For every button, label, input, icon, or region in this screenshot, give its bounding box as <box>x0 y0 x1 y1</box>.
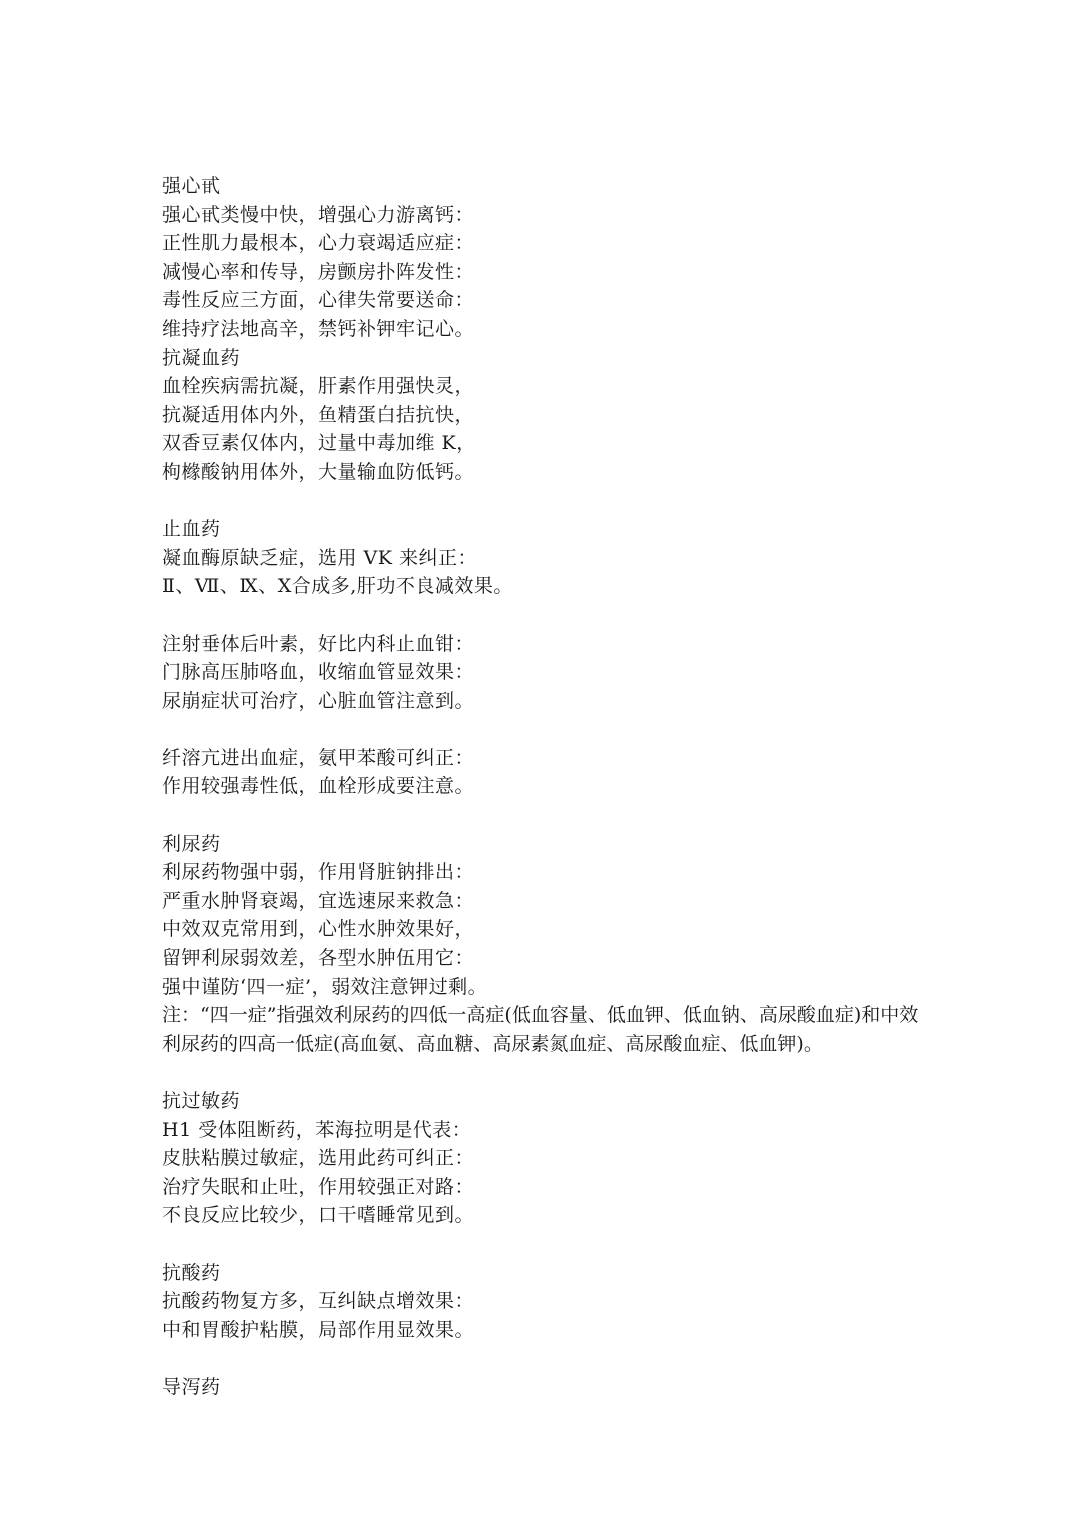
verse-line: 严重水肿肾衰竭，宜选速尿来救急： <box>162 889 475 912</box>
section-heading-antiallergy: 抗过敏药 <box>162 1090 241 1112</box>
verse-line: 枸橼酸钠用体外，大量输血防低钙。 <box>162 460 475 483</box>
document-page <box>162 172 962 1402</box>
section-heading-antacid: 抗酸药 <box>162 1261 221 1284</box>
section-heading-cardiac: 强心甙 <box>162 175 221 197</box>
verse-line: 血栓疾病需抗凝，肝素作用强快灵， <box>162 375 475 398</box>
blank-line <box>162 801 962 830</box>
verse-line: 抗凝适用体内外，鱼精蛋白拮抗快， <box>162 403 475 426</box>
verse-line: 注射垂体后叶素，好比内科止血钳： <box>162 632 475 655</box>
verse-line: 留钾利尿弱效差，各型水肿伍用它： <box>162 947 475 970</box>
section-heading-hemostatic: 止血药 <box>162 518 221 541</box>
verse-line: 利尿药物强中弱，作用肾脏钠排出： <box>162 861 475 884</box>
blank-line <box>162 1058 962 1087</box>
verse-line: 中效双克常用到，心性水肿效果好， <box>162 918 475 941</box>
blank-line <box>162 1230 962 1259</box>
section-heading-diuretic: 利尿药 <box>162 832 221 855</box>
section-heading-anticoag: 抗凝血药 <box>162 346 241 369</box>
verse-line: 双香豆素仅体内，过量中毒加维 K， <box>162 432 476 455</box>
verse-line: 皮肤粘膜过敏症，选用此药可纠正： <box>162 1147 475 1170</box>
verse-line: 抗酸药物复方多，互纠缺点增效果： <box>162 1290 475 1313</box>
blank-line <box>162 715 962 744</box>
verse-line: 强中谨防‘四一症’，弱效注意钾过剩。 <box>162 975 488 998</box>
verse-line: 尿崩症状可治疗，心脏血管注意到。 <box>162 689 475 712</box>
verse-line: 纤溶亢进出血症，氨甲苯酸可纠正： <box>162 746 475 769</box>
verse-line: 治疗失眠和止吐，作用较强正对路： <box>162 1175 475 1198</box>
verse-line: 凝血酶原缺乏症，选用 VK 来纠正： <box>162 546 477 569</box>
verse-line: 维持疗法地高辛，禁钙补钾牢记心。 <box>162 317 475 340</box>
verse-line: H1 受体阻断药，苯海拉明是代表： <box>162 1118 472 1141</box>
verse-line: 正性肌力最根本，心力衰竭适应症： <box>162 232 475 255</box>
blank-line <box>162 601 962 630</box>
note-line: 利尿药的四高一低症(高血氨、高血糖、高尿素氮血症、高尿酸血症、低血钾)。 <box>162 1032 823 1055</box>
blank-line <box>162 487 962 516</box>
verse-line: 毒性反应三方面，心律失常要送命： <box>162 289 475 312</box>
verse-line: 中和胃酸护粘膜，局部作用显效果。 <box>162 1318 475 1341</box>
verse-line: 作用较强毒性低，血栓形成要注意。 <box>162 775 475 798</box>
section-heading-laxative: 导泻药 <box>162 1375 221 1398</box>
verse-line: 不良反应比较少，口干嗜睡常见到。 <box>162 1204 475 1227</box>
verse-line: Ⅱ、Ⅶ、Ⅸ、Ⅹ合成多,肝功不良减效果。 <box>162 575 513 598</box>
verse-line: 门脉高压肺咯血，收缩血管显效果： <box>162 661 475 684</box>
verse-line: 强心甙类慢中快，增强心力游离钙： <box>162 203 475 226</box>
note-line: 注：“四一症”指强效利尿药的四低一高症(低血容量、低血钾、低血钠、高尿酸血症)和中效 <box>162 1004 919 1027</box>
verse-line: 减慢心率和传导，房颤房扑阵发性： <box>162 260 475 283</box>
blank-line <box>162 1344 962 1373</box>
